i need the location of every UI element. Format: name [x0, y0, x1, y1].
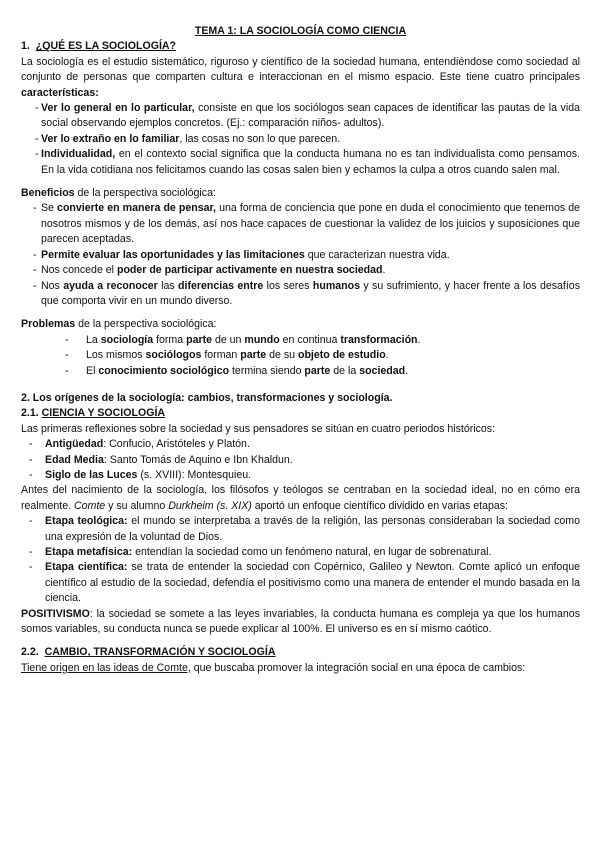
- b: convierte en manera de pensar,: [57, 202, 216, 215]
- benefits-bold: Beneficios: [21, 187, 75, 200]
- t: el mundo se interpretaba a través de la religión, las personas consideraban la sociedad como una expresión de la voluntad de Dios.: [45, 515, 580, 543]
- section-1-heading: [21, 39, 580, 54]
- section-2-2-heading: [21, 645, 580, 660]
- t: forma: [153, 333, 187, 346]
- list-item: [21, 348, 580, 363]
- t: de su: [266, 349, 298, 362]
- comte-paragraph: [21, 483, 580, 514]
- section-1-title: ¿QUÉ ES LA SOCIOLOGÍA?: [35, 40, 177, 53]
- item-bold: Ver lo extraño en lo familiar: [41, 132, 180, 145]
- comte-origin-paragraph: [21, 661, 580, 676]
- list-item: [21, 147, 580, 178]
- list-item: [21, 560, 580, 606]
- list-item: [21, 279, 580, 310]
- list-item: [21, 453, 580, 468]
- b: humanos: [312, 279, 360, 292]
- section-2-1-title: CIENCIA Y SOCIOLOGÍA: [41, 407, 166, 420]
- i: Comte: [74, 499, 106, 512]
- b: POSITIVISMO: [21, 607, 90, 620]
- t: Se: [41, 202, 58, 215]
- section-1-intro: [21, 55, 580, 101]
- t: que buscaba promover la integración social en una época de cambios:: [190, 661, 526, 674]
- item-bold: Ver lo general en lo particular,: [41, 102, 195, 115]
- section-2-2-number: 2.2.: [21, 646, 39, 659]
- list-item: [21, 514, 580, 545]
- section-2-heading: 2. Los orígenes de la sociología: cambios, transformaciones y sociología.: [21, 391, 393, 404]
- b: Etapa metafísica:: [45, 546, 133, 558]
- list-item: [21, 437, 580, 452]
- problems-heading: [21, 317, 580, 332]
- t: .: [405, 364, 409, 377]
- b: Etapa teológica:: [45, 515, 128, 528]
- list-item: [21, 333, 580, 348]
- b: Siglo de las Luces: [45, 468, 138, 481]
- b: mundo: [244, 333, 280, 346]
- benefits-list: [21, 201, 580, 309]
- b: sociólogos: [145, 349, 202, 362]
- t: en continua: [279, 333, 341, 346]
- positivism-paragraph: [21, 607, 580, 638]
- t: Los mismos: [86, 349, 146, 362]
- section-1-number: 1.: [21, 40, 30, 53]
- t: .: [382, 264, 386, 277]
- list-item: [21, 263, 580, 278]
- t: y su alumno: [105, 499, 169, 512]
- b: sociedad: [359, 364, 406, 377]
- u: Tiene origen en las ideas de Comte,: [21, 661, 191, 674]
- b: parte: [304, 364, 331, 377]
- stages-list: [21, 514, 580, 606]
- intro-bold: características:: [21, 86, 99, 99]
- t: termina siendo: [229, 364, 305, 377]
- list-item: [21, 201, 580, 247]
- t: que caracterizan nuestra vida.: [304, 248, 450, 261]
- i: Durkheim (s. XIX): [168, 499, 252, 512]
- periods-intro: Las primeras reflexiones sobre la sociedad y sus pensadores se sitúan en cuatro periodos históricos:: [21, 422, 496, 435]
- t: las: [157, 279, 179, 292]
- t: los seres: [263, 279, 313, 292]
- item-bold: Individualidad,: [41, 148, 116, 161]
- b: sociología: [100, 333, 154, 346]
- b: conocimiento sociológico: [98, 364, 230, 377]
- document-page: [21, 24, 580, 676]
- t: La: [86, 333, 101, 346]
- t: .: [417, 333, 421, 346]
- problems-bold: Problemas: [21, 318, 76, 331]
- b: poder de participar activamente en nuestra sociedad: [116, 264, 383, 277]
- benefits-text: de la perspectiva sociológica:: [74, 187, 216, 200]
- characteristics-list: [21, 101, 580, 178]
- b: parte: [186, 333, 212, 346]
- benefits-heading: [21, 186, 580, 201]
- b: Antigüedad: [45, 438, 104, 451]
- list-item: [21, 132, 580, 147]
- t: : la sociedad se somete a las leyes invariables, la conducta humana es compleja ya que los humanos somos variables, su conducta nunca se puede explicar al 100%. El universo es en sí mismo caótico.: [21, 607, 580, 636]
- b: parte: [240, 349, 267, 362]
- t: se trata de entender la sociedad con Copérnico, Galileo y Newton. Comte aplicó un enfoque científico al estudio de la sociedad, defendía el positivismo como una manera de entender el mundo basada en la ciencia.: [45, 561, 580, 605]
- t: de la: [330, 364, 360, 377]
- b: Etapa científica:: [45, 561, 128, 574]
- t: El: [86, 364, 99, 377]
- b: ayuda a reconocer: [63, 279, 158, 292]
- document-title: TEMA 1: LA SOCIOLOGÍA COMO CIENCIA: [194, 25, 407, 37]
- t: forman: [201, 349, 241, 362]
- b: Edad Media: [45, 453, 104, 466]
- list-item: [21, 364, 580, 379]
- t: Nos concede el: [41, 264, 117, 277]
- section-2-1-heading: [21, 406, 580, 421]
- list-item: [21, 101, 580, 132]
- problems-list: [21, 333, 580, 379]
- t: aportó un enfoque científico dividido en varias etapas:: [251, 499, 508, 512]
- t: : Confucio, Aristóteles y Platón.: [103, 438, 250, 451]
- item-text: , las cosas no son lo que parecen.: [179, 132, 341, 145]
- list-item: [21, 468, 580, 483]
- list-item: [21, 248, 580, 263]
- t: Antes del nacimiento de la sociología, los filósofos y teólogos se centraban en la sociedad ideal, no en cómo era realmente.: [21, 484, 580, 512]
- t: y su sufrimiento, y hacer frente a los desafíos que comporta vivir en un mundo diverso.: [41, 279, 580, 307]
- intro-text: La sociología es el estudio sistemático, riguroso y científico de la sociedad humana, entendiéndose como sociedad al conjunto de personas que comparten cultura e interaccionan en el mismo espacio. Este tiene cuatro principales: [21, 55, 580, 84]
- t: .: [385, 349, 389, 362]
- t: (s. XVIII): Montesquieu.: [137, 468, 252, 481]
- section-2-2-title: CAMBIO, TRANSFORMACIÓN Y SOCIOLOGÍA: [44, 646, 276, 659]
- t: entendían la sociedad como un fenómeno natural, en lugar de sobrenatural.: [132, 546, 492, 558]
- periods-list: [21, 437, 580, 483]
- b: Permite evaluar las oportunidades y las limitaciones: [41, 248, 305, 261]
- item-text: en el contexto social significa que la conducta humana no es tan individualista como pensamos. En la vida cotidiana nos felicitamos cuando las cosas salen bien y echamos la culpa a otros cuando salen mal.: [41, 148, 580, 176]
- b: transformación: [340, 333, 418, 346]
- t: una forma de conciencia que pone en duda el conocimiento que tenemos de nosotros mismos y de los demás, así nos hace capaces de cuestionar la validez de los juicios y suposiciones que parecen aceptadas.: [41, 202, 580, 246]
- b: objeto de estudio: [297, 349, 386, 362]
- t: Nos: [41, 279, 64, 292]
- t: : Santo Tomás de Aquino e Ibn Khaldun.: [103, 453, 293, 466]
- item-text: consiste en que los sociólogos sean capaces de identificar las pautas de la vida social observando ejemplos concretos. (Ej.: comparación niños- adultos).: [41, 102, 580, 130]
- t: de un: [212, 333, 245, 346]
- list-item: [21, 545, 580, 560]
- b: diferencias entre: [178, 279, 264, 292]
- problems-text: de la perspectiva sociológica:: [75, 318, 217, 331]
- section-2-1-number: 2.1.: [21, 407, 39, 420]
